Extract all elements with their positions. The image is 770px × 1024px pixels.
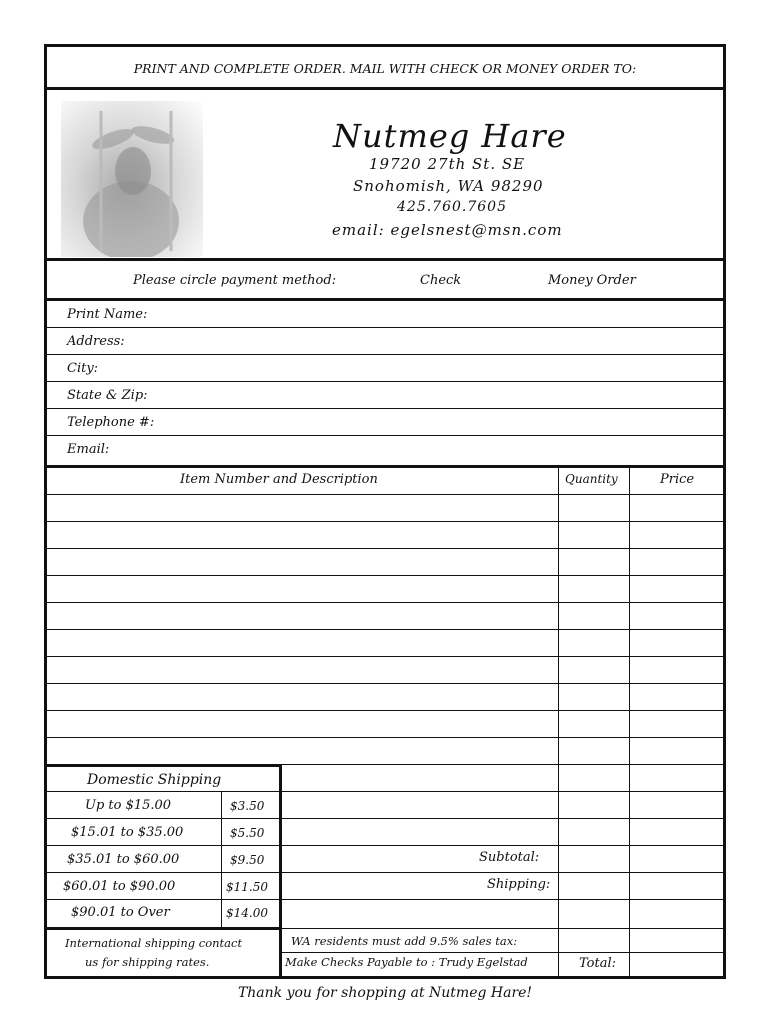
- rabbit-photo: [61, 101, 203, 257]
- payment-option-check[interactable]: Check: [420, 273, 462, 288]
- field-state-zip: State & Zip:: [67, 388, 148, 403]
- subtotal-label: Subtotal:: [479, 850, 540, 865]
- shipping-rate-cost-4: $11.50: [226, 880, 268, 894]
- field-city: City:: [67, 361, 99, 376]
- shop-email: email: egelsnest@msn.com: [332, 221, 563, 239]
- footer-thanks: Thank you for shopping at Nutmeg Hare!: [237, 985, 533, 1001]
- shipping-title: Domestic Shipping: [87, 772, 222, 788]
- shipping-rate-range-1: Up to $15.00: [85, 798, 172, 813]
- shipping-label: Shipping:: [487, 877, 551, 892]
- tax-label: WA residents must add 9.5% sales tax:: [291, 934, 518, 948]
- payment-option-money-order[interactable]: Money Order: [548, 273, 636, 288]
- payment-prompt: Please circle payment method:: [133, 273, 337, 288]
- field-address: Address:: [67, 334, 125, 349]
- total-label: Total:: [579, 956, 617, 971]
- header-price: Price: [660, 472, 695, 487]
- shipping-rate-cost-3: $9.50: [230, 853, 265, 867]
- header-item-description: Item Number and Description: [180, 472, 378, 487]
- field-telephone: Telephone #:: [67, 415, 155, 430]
- field-print-name: Print Name:: [67, 307, 148, 322]
- shop-phone: 425.760.7605: [397, 199, 507, 215]
- international-note-1: International shipping contact: [65, 936, 243, 950]
- international-note-2: us for shipping rates.: [85, 955, 210, 969]
- shop-name: Nutmeg Hare: [333, 117, 567, 155]
- field-email: Email:: [67, 442, 110, 457]
- shop-street: 19720 27th St. SE: [369, 155, 526, 173]
- order-form: [44, 44, 726, 979]
- shipping-rate-range-2: $15.01 to $35.00: [71, 825, 184, 840]
- header-quantity: Quantity: [565, 472, 618, 486]
- form-instruction: PRINT AND COMPLETE ORDER. MAIL WITH CHECK OR MONEY ORDER TO:: [133, 61, 637, 76]
- shipping-rate-range-3: $35.01 to $60.00: [67, 852, 180, 867]
- shipping-rate-cost-5: $14.00: [226, 906, 268, 920]
- shop-city: Snohomish, WA 98290: [353, 177, 544, 195]
- shipping-rate-cost-2: $5.50: [230, 826, 265, 840]
- shipping-rate-range-4: $60.01 to $90.00: [63, 879, 176, 894]
- shipping-rate-cost-1: $3.50: [230, 799, 265, 813]
- shipping-rate-range-5: $90.01 to Over: [71, 905, 170, 920]
- payable-label: Make Checks Payable to : Trudy Egelstad: [285, 955, 528, 969]
